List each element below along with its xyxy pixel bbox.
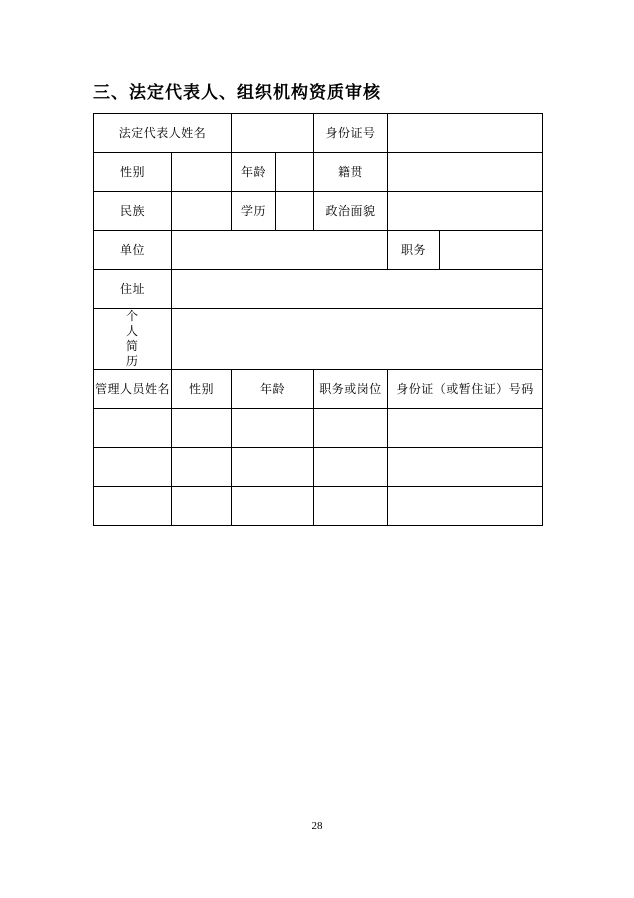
table-row: [94, 153, 543, 192]
education-label: 学历: [232, 192, 276, 231]
table-row: [94, 370, 543, 409]
personal-resume-label-char-4: 历: [125, 354, 139, 368]
legal-rep-name-label: 法定代表人姓名: [94, 114, 232, 153]
manager-age-cell[interactable]: [232, 448, 314, 487]
manager-name-header: 管理人员姓名: [94, 370, 172, 409]
unit-label: 单位: [94, 231, 172, 270]
manager-position-header: 职务或岗位: [314, 370, 388, 409]
political-status-value[interactable]: [388, 192, 543, 231]
page-title: 三、法定代表人、组织机构资质审核: [93, 83, 381, 102]
political-status-label: 政治面貌: [314, 192, 388, 231]
form-table: [93, 113, 543, 526]
manager-id-cell[interactable]: [388, 448, 543, 487]
nation-label: 民族: [94, 192, 172, 231]
page-number: 28: [311, 820, 323, 832]
address-label: 住址: [94, 270, 172, 309]
manager-position-cell[interactable]: [314, 487, 388, 526]
manager-gender-header: 性别: [172, 370, 232, 409]
table-row: [94, 309, 543, 370]
manager-age-header: 年龄: [232, 370, 314, 409]
table-row: [94, 231, 543, 270]
unit-value[interactable]: [172, 231, 388, 270]
manager-position-cell[interactable]: [314, 448, 388, 487]
manager-gender-cell[interactable]: [172, 487, 232, 526]
manager-id-cell[interactable]: [388, 409, 543, 448]
native-place-label: 籍贯: [314, 153, 388, 192]
personal-resume-label-char-1: 个: [125, 309, 139, 323]
position-label: 职务: [388, 231, 440, 270]
manager-id-cell[interactable]: [388, 487, 543, 526]
manager-position-cell[interactable]: [314, 409, 388, 448]
manager-name-cell[interactable]: [94, 448, 172, 487]
age-label: 年龄: [232, 153, 276, 192]
table-row: [94, 409, 543, 448]
manager-age-cell[interactable]: [232, 409, 314, 448]
age-value[interactable]: [276, 153, 314, 192]
personal-resume-value[interactable]: [172, 309, 543, 370]
address-value[interactable]: [172, 270, 543, 309]
manager-name-cell[interactable]: [94, 409, 172, 448]
table-row: [94, 114, 543, 153]
education-value[interactable]: [276, 192, 314, 231]
id-number-label: 身份证号: [314, 114, 388, 153]
manager-id-header: 身份证（或暂住证）号码: [388, 370, 543, 409]
qualification-form: [93, 113, 542, 526]
gender-label: 性别: [94, 153, 172, 192]
table-row: [94, 487, 543, 526]
native-place-value[interactable]: [388, 153, 543, 192]
id-number-value[interactable]: [388, 114, 543, 153]
manager-gender-cell[interactable]: [172, 448, 232, 487]
position-value[interactable]: [440, 231, 543, 270]
personal-resume-label-char-2: 人: [125, 324, 139, 338]
nation-value[interactable]: [172, 192, 232, 231]
manager-gender-cell[interactable]: [172, 409, 232, 448]
table-row: [94, 270, 543, 309]
table-row: [94, 192, 543, 231]
personal-resume-label-char-3: 简: [125, 339, 139, 353]
gender-value[interactable]: [172, 153, 232, 192]
legal-rep-name-value[interactable]: [232, 114, 314, 153]
manager-age-cell[interactable]: [232, 487, 314, 526]
personal-resume-label: [94, 309, 172, 370]
table-row: [94, 448, 543, 487]
manager-name-cell[interactable]: [94, 487, 172, 526]
